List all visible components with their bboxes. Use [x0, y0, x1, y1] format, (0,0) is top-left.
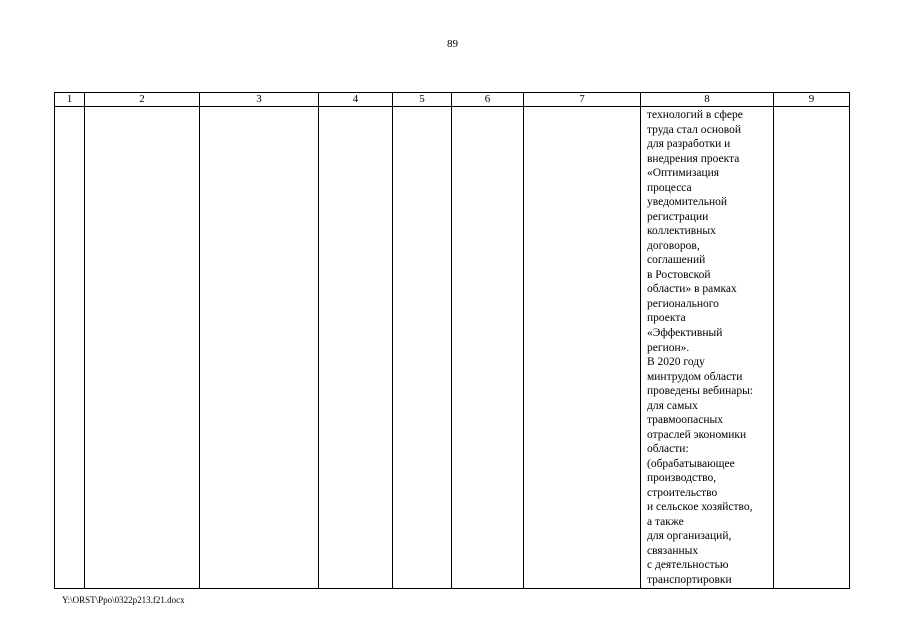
text-line: а также — [647, 515, 684, 528]
column-header-8: 8 — [641, 93, 774, 107]
table-cell-col5 — [393, 107, 452, 589]
page-number: 89 — [447, 38, 458, 50]
text-line: проекта — [647, 312, 686, 325]
text-line: области: — [647, 443, 689, 456]
column-header-1: 1 — [55, 93, 85, 107]
text-line: травмоопасных — [647, 414, 724, 427]
data-table — [54, 92, 850, 589]
column-header-2: 2 — [85, 93, 200, 107]
text-line: технологий в сфере — [647, 109, 743, 121]
text-line: транспортировки — [647, 574, 732, 586]
column-header-6: 6 — [452, 93, 524, 107]
table-cell-col2 — [85, 107, 200, 589]
table-header-row — [55, 93, 850, 107]
table-row — [55, 107, 850, 589]
text-line: регион». — [647, 341, 690, 354]
column-header-7: 7 — [524, 93, 641, 107]
text-line: в Ростовской — [647, 268, 711, 281]
column-header-4: 4 — [319, 93, 393, 107]
text-line: «Оптимизация — [647, 167, 720, 180]
text-line: регионального — [647, 297, 719, 310]
text-line: процесса — [647, 181, 692, 194]
text-line: отраслей экономики — [647, 428, 747, 441]
text-line: «Эффективный — [647, 326, 723, 339]
table-cell-col1 — [55, 107, 85, 589]
text-line: коллективных — [647, 225, 716, 238]
table-cell-col4 — [319, 107, 393, 589]
text-line: связанных — [647, 544, 699, 557]
text-line: для самых — [647, 399, 698, 412]
text-line: для организаций, — [647, 530, 732, 543]
column-header-9: 9 — [774, 93, 850, 107]
text-line: регистрации — [647, 210, 709, 223]
column-header-3: 3 — [200, 93, 319, 107]
text-line: минтрудом области — [647, 370, 743, 383]
text-line: и сельское хозяйство, — [647, 501, 753, 514]
text-line: В 2020 году — [647, 356, 705, 369]
column-header-5: 5 — [393, 93, 452, 107]
table-cell-col7 — [524, 107, 641, 589]
text-line: соглашений — [647, 254, 706, 267]
text-line: договоров, — [647, 239, 700, 252]
text-line: для разработки и — [647, 138, 731, 151]
text-line: области» в рамках — [647, 283, 737, 296]
table-cell-col8 — [641, 107, 774, 589]
text-line: строительство — [647, 486, 718, 499]
table-cell-col3 — [200, 107, 319, 589]
table-cell-col6 — [452, 107, 524, 589]
text-line: проведены вебинары: — [647, 385, 754, 398]
table-cell-col9 — [774, 107, 850, 589]
footer-file-path: Y:\ORST\Ppo\0322p213.f21.docx — [62, 595, 185, 605]
text-line: (обрабатывающее — [647, 457, 735, 470]
text-line: с деятельностью — [647, 559, 729, 572]
column8-text — [641, 107, 773, 588]
text-line: производство, — [647, 472, 717, 485]
text-line: уведомительной — [647, 196, 728, 209]
text-line: труда стал основой — [647, 123, 742, 136]
text-line: внедрения проекта — [647, 152, 740, 165]
